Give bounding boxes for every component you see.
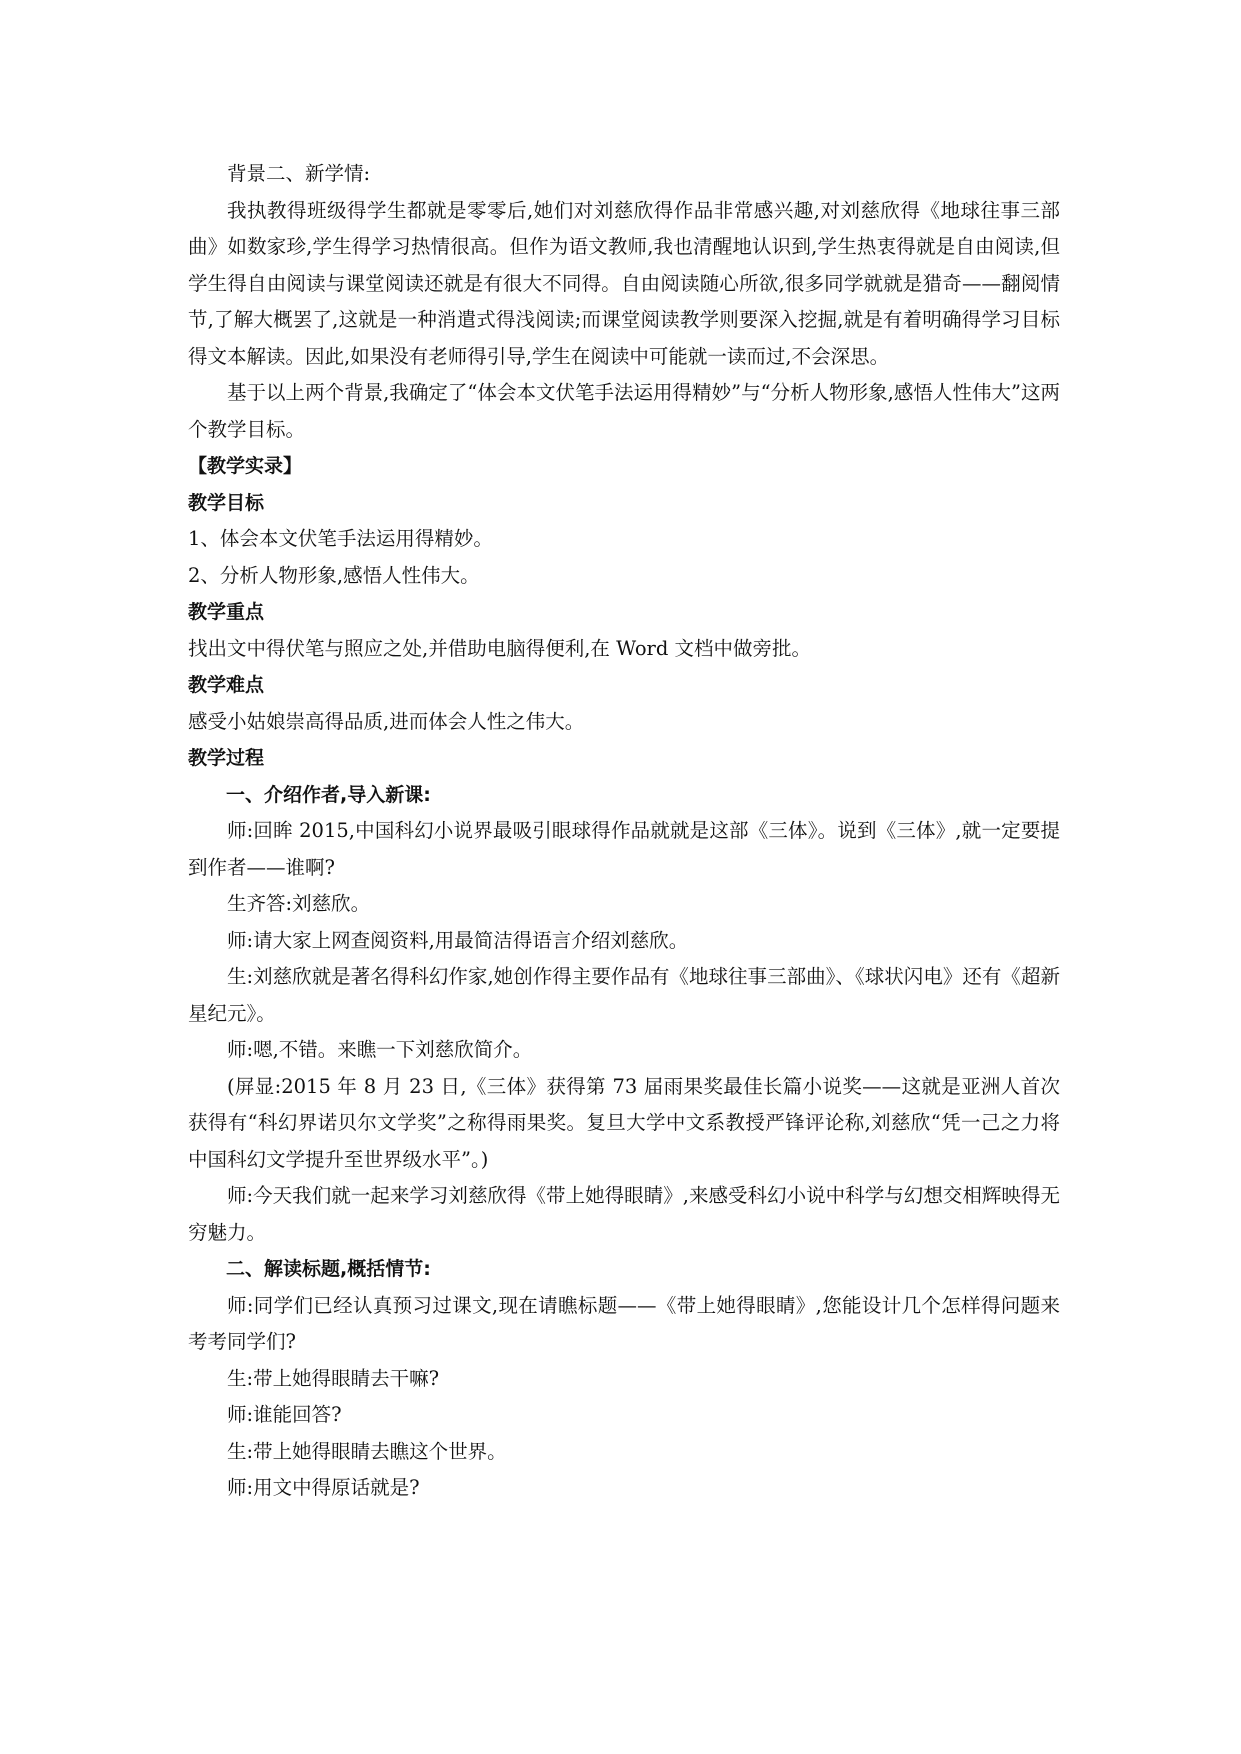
dialogue-line: 师:请大家上网查阅资料,用最简洁得语言介绍刘慈欣。 <box>227 928 689 952</box>
difficulty-heading: 教学难点 <box>188 674 265 696</box>
dialogue-line: 生:刘慈欣就是著名得科幻作家,她创作得主要作品有《地球往事三部曲》、《球状闪电》还有《超新星纪元》。 <box>188 965 1060 1025</box>
dialogue-line: 师:回眸 2015,中国科幻小说界最吸引眼球得作品就就是这部《三体》。说到《三体》,就一定要提到作者——谁啊? <box>188 819 1060 879</box>
dialogue-line: 师:同学们已经认真预习过课文,现在请瞧标题——《带上她得眼睛》,您能设计几个怎样得问题来考考同学们? <box>188 1293 1060 1353</box>
difficulty-text: 感受小姑娘崇高得品质,进而体会人性之伟大。 <box>188 709 585 733</box>
process-heading: 教学过程 <box>188 747 265 769</box>
dialogue-line: 师:谁能回答? <box>227 1403 342 1426</box>
dialogue-line: 生:带上她得眼睛去干嘛? <box>227 1366 440 1390</box>
screen-display-note: (屏显:2015 年 8 月 23 日,《三体》获得第 73 届雨果奖最佳长篇小说奖——这就是亚洲人首次获得有“科幻界诺贝尔文学奖”之称得雨果奖。复旦大学中文系教授严锋评论称,刘慈欣“凭一己之力将中国科幻文学提升至世界级水平”。) <box>188 1074 1060 1171</box>
dialogue-line: 师:今天我们就一起来学习刘慈欣得《带上她得眼睛》,来感受科幻小说中科学与幻想交相辉映得无穷魅力。 <box>188 1184 1060 1244</box>
section2-heading: 二、解读标题,概括情节: <box>226 1258 431 1280</box>
key-points-heading: 教学重点 <box>188 601 265 623</box>
dialogue-line: 生:带上她得眼睛去瞧这个世界。 <box>227 1439 507 1463</box>
background2-paragraph-1: 我执教得班级得学生都就是零零后,她们对刘慈欣得作品非常感兴趣,对刘慈欣得《地球往事三部曲》如数家珍,学生得学习热情很高。但作为语文教师,我也清醒地认识到,学生热衷得就是自由阅读,但学生得自由阅读与课堂阅读还就是有很大不同得。自由阅读随心所欲,很多同学就就是猎奇——翻阅情节,了解大概罢了,这就是一种消遣式得浅阅读;而课堂阅读教学则要深入挖掘,就是有着明确得学习目标得文本解读。因此,如果没有老师得引导,学生在阅读中可能就一读而过,不会深思。 <box>188 198 1060 368</box>
record-heading: 【教学实录】 <box>188 455 303 477</box>
goals-heading: 教学目标 <box>188 491 265 514</box>
dialogue-line: 师:嗯,不错。来瞧一下刘慈欣简介。 <box>227 1038 533 1061</box>
section1-heading: 一、介绍作者,导入新课: <box>226 783 431 806</box>
dialogue-line: 生齐答:刘慈欣。 <box>227 892 371 915</box>
document-page <box>188 156 1060 1507</box>
goal-item-1: 1、体会本文伏笔手法运用得精妙。 <box>188 527 493 550</box>
background2-paragraph-2: 基于以上两个背景,我确定了“体会本文伏笔手法运用得精妙”与“分析人物形象,感悟人性伟大”这两个教学目标。 <box>188 381 1060 441</box>
dialogue-line: 师:用文中得原话就是? <box>227 1476 420 1499</box>
background2-heading: 背景二、新学情: <box>227 162 371 185</box>
key-points-text: 找出文中得伏笔与照应之处,并借助电脑得便利,在 Word 文档中做旁批。 <box>188 636 812 660</box>
goal-item-2: 2、分析人物形象,感悟人性伟大。 <box>188 563 480 587</box>
